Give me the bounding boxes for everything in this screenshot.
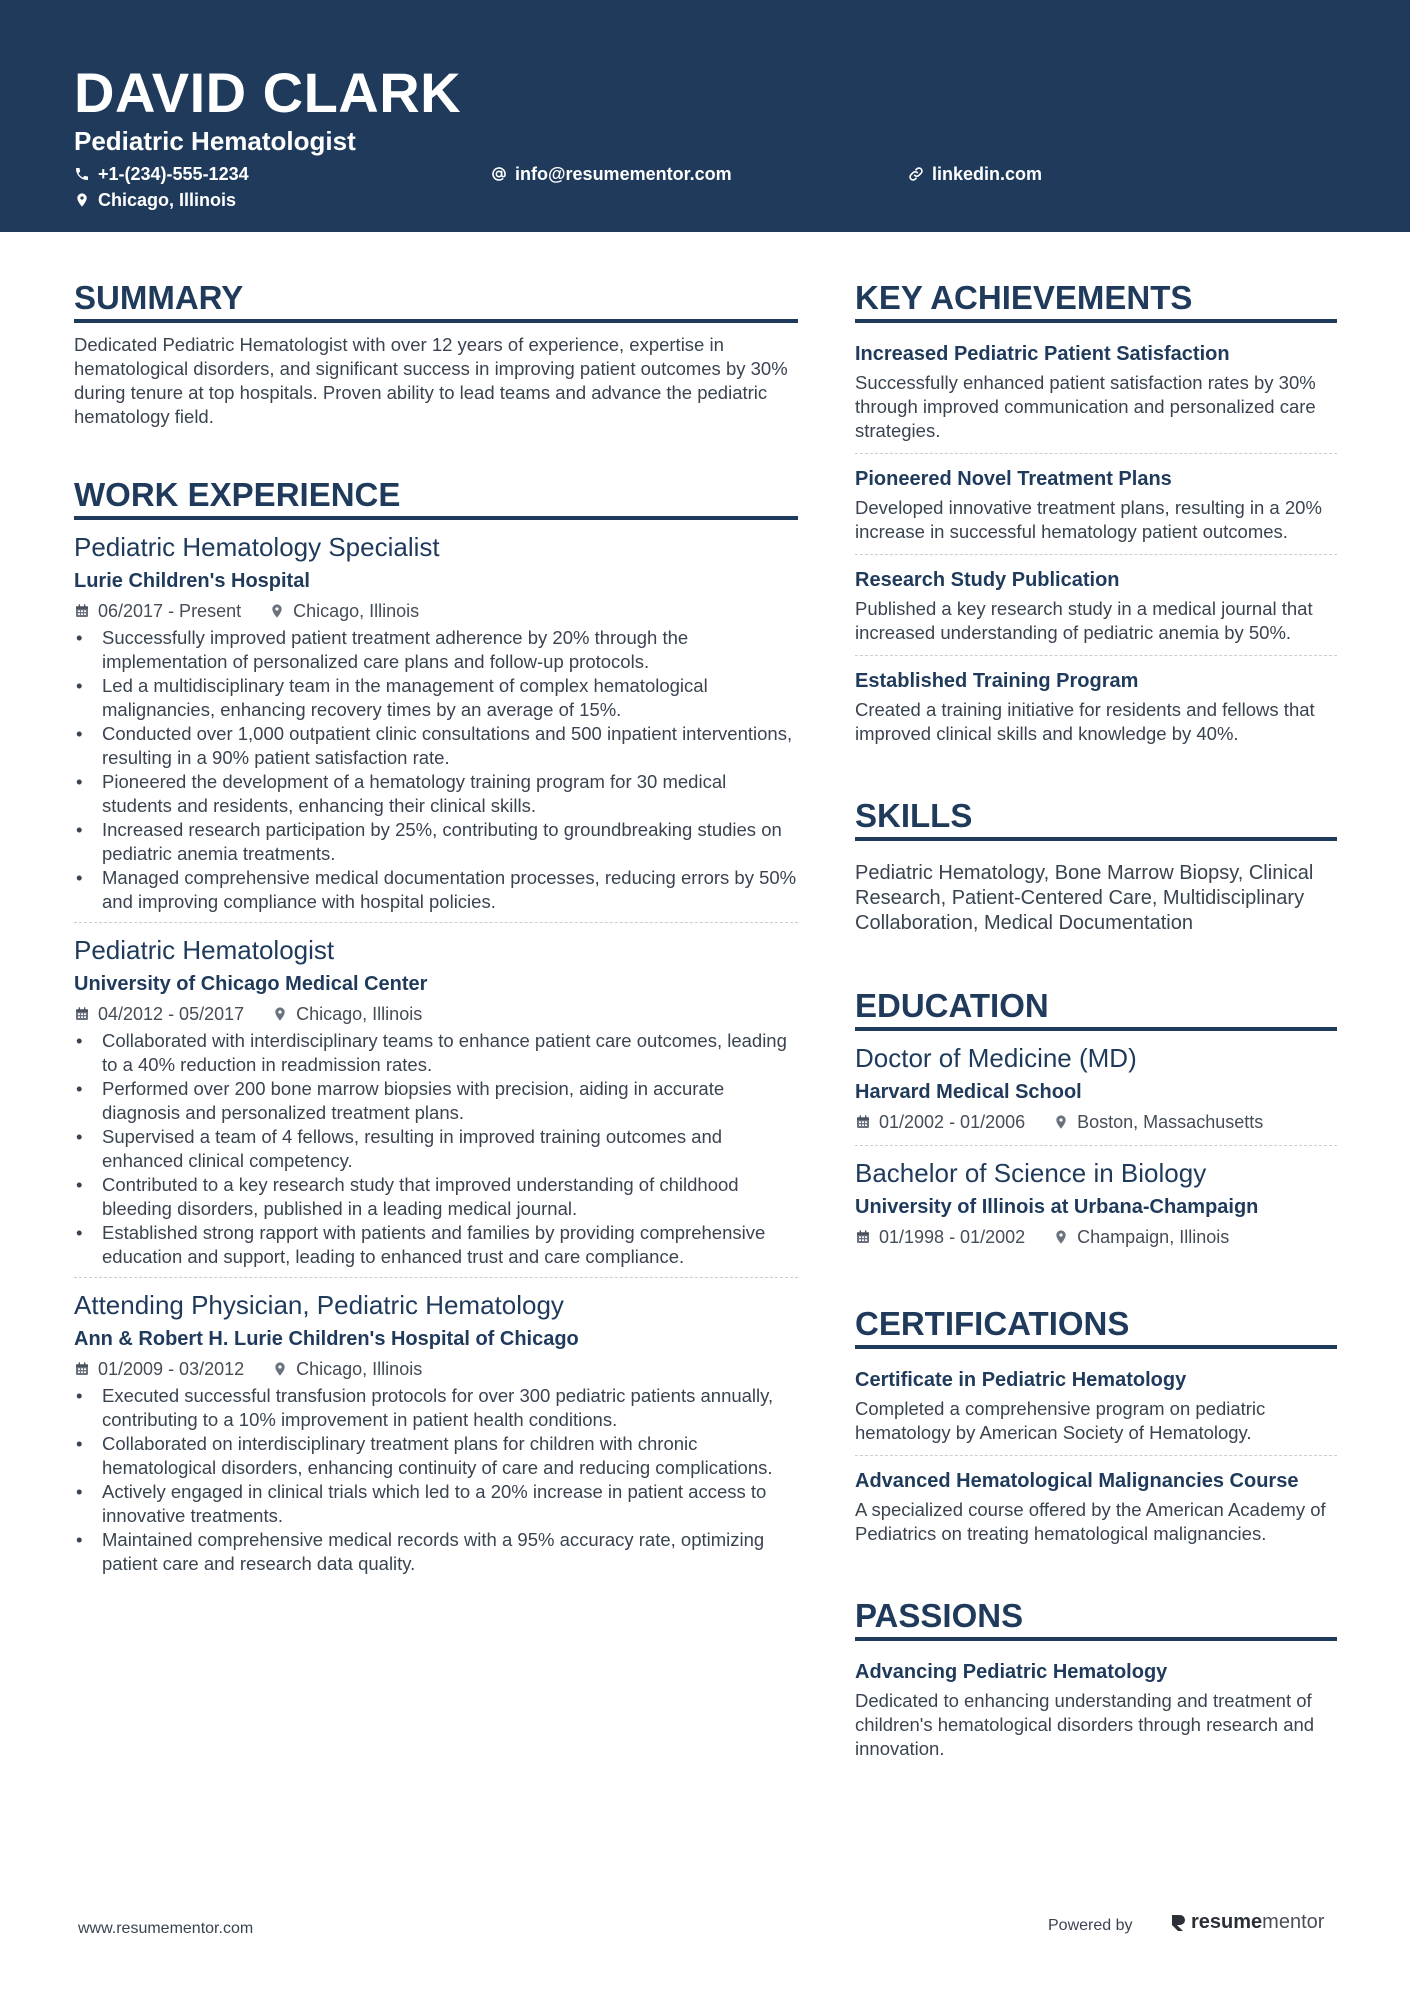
job-title: Pediatric Hematology Specialist [74, 532, 440, 562]
passion-item [855, 1651, 1337, 1771]
achievement-title: Increased Pediatric Patient Satisfaction [855, 343, 1230, 365]
job-bullet: • Increased research participation by 25%, contributing to groundbreaking studies on pediatric anemia treatments. [74, 818, 798, 866]
job-bullet: • Performed over 200 bone marrow biopsies with precision, aiding in accurate diagnosis and personalized treatment plans. [74, 1077, 798, 1125]
achievements-section [855, 278, 1337, 756]
experience-heading: WORK EXPERIENCE [74, 475, 798, 520]
calendar-icon [74, 1361, 90, 1377]
experience-section [74, 475, 798, 1584]
education-dates: 01/1998 - 01/2002 [879, 1227, 1026, 1247]
education-degree: Bachelor of Science in Biology [855, 1158, 1207, 1188]
job-bullet: • Actively engaged in clinical trials which led to a 20% increase in patient access to innovative treatments. [74, 1480, 798, 1528]
skills-text: Pediatric Hematology, Bone Marrow Biopsy, Clinical Research, Patient-Centered Care, Multidisciplinary Collaboration, Medical Documentation [855, 862, 1314, 934]
job-bullet: • Contributed to a key research study that improved understanding of childhood bleeding disorders, published in a leading medical journal. [74, 1173, 798, 1221]
passion-text: Dedicated to enhancing understanding and treatment of children's hematological disorders through research and innovation. [855, 1690, 1315, 1759]
education-location: Boston, Massachusetts [1077, 1112, 1264, 1132]
education-item [855, 1041, 1337, 1145]
footer-logo[interactable] [1170, 1911, 1324, 1934]
calendar-icon [74, 603, 90, 619]
job-meta [74, 1001, 798, 1027]
certification-text: Completed a comprehensive program on pediatric hematology by American Society of Hematology. [855, 1398, 1266, 1443]
location-pin-icon [272, 1006, 288, 1022]
achievement-item [855, 333, 1337, 453]
achievement-text: Successfully enhanced patient satisfaction rates by 30% through improved communication and personalized care strategies. [855, 372, 1316, 441]
calendar-icon [855, 1114, 871, 1130]
summary-heading: SUMMARY [74, 278, 798, 323]
certifications-section [855, 1304, 1337, 1556]
job-location: Chicago, Illinois [296, 1004, 423, 1024]
calendar-icon [855, 1229, 871, 1245]
education-location: Champaign, Illinois [1077, 1227, 1230, 1247]
location-pin-icon [74, 192, 90, 208]
link-icon [908, 166, 924, 182]
certifications-heading: CERTIFICATIONS [855, 1304, 1337, 1349]
education-heading: EDUCATION [855, 986, 1337, 1031]
contact-location [74, 188, 236, 212]
contact-linkedin[interactable] [908, 162, 1042, 186]
job-bullet: • Managed comprehensive medical documentation processes, reducing errors by 50% and improving compliance with hospital policies. [74, 866, 798, 914]
job-bullet: • Supervised a team of 4 fellows, resulting in improved training outcomes and enhanced clinical competency. [74, 1125, 798, 1173]
job-bullet: • Collaborated on interdisciplinary treatment plans for children with chronic hematological disorders, enhancing continuity of care and reducing complications. [74, 1432, 798, 1480]
job-company: University of Chicago Medical Center [74, 973, 428, 995]
linkedin-text: linkedin.com [932, 164, 1043, 184]
education-item [855, 1145, 1337, 1260]
passion-title: Advancing Pediatric Hematology [855, 1661, 1168, 1683]
phone-text: +1-(234)-555-1234 [98, 164, 249, 184]
location-text: Chicago, Illinois [98, 190, 237, 210]
job-location: Chicago, Illinois [293, 601, 420, 621]
contact-phone[interactable] [74, 162, 249, 186]
footer-logo-bold: resume [1191, 1911, 1263, 1933]
achievement-item [855, 453, 1337, 554]
summary-section [74, 278, 798, 429]
job-bullet: • Conducted over 1,000 outpatient clinic consultations and 500 inpatient interventions, resulting in a 90% patient satisfaction rate. [74, 722, 798, 770]
achievements-heading: KEY ACHIEVEMENTS [855, 278, 1337, 323]
location-pin-icon [1053, 1229, 1069, 1245]
job-company: Lurie Children's Hospital [74, 570, 310, 592]
certification-title: Certificate in Pediatric Hematology [855, 1369, 1187, 1391]
candidate-role: Pediatric Hematologist [74, 126, 356, 156]
phone-icon [74, 166, 90, 182]
job-dates: 06/2017 - Present [98, 601, 242, 621]
left-column [74, 278, 798, 1630]
calendar-icon [74, 1006, 90, 1022]
education-dates: 01/2002 - 01/2006 [879, 1112, 1026, 1132]
job-bullets [74, 1029, 798, 1269]
at-icon [491, 166, 507, 182]
achievement-title: Pioneered Novel Treatment Plans [855, 468, 1172, 490]
footer-website[interactable]: www.resumementor.com [78, 1920, 254, 1937]
certification-item [855, 1455, 1337, 1556]
footer-logo-light: mentor [1262, 1911, 1325, 1933]
education-meta [855, 1224, 1337, 1250]
job-bullet: • Maintained comprehensive medical records with a 95% accuracy rate, optimizing patient care and research data quality. [74, 1528, 798, 1576]
job-bullet: • Executed successful transfusion protocols for over 300 pediatric patients annually, contributing to a 10% improvement in patient health conditions. [74, 1384, 798, 1432]
achievement-text: Created a training initiative for residents and fellows that improved clinical skills and knowledge by 40%. [855, 699, 1315, 744]
header-banner [0, 0, 1410, 232]
education-school: Harvard Medical School [855, 1081, 1082, 1103]
job-bullet: • Successfully improved patient treatment adherence by 20% through the implementation of personalized care plans and follow-up protocols. [74, 626, 798, 674]
job-bullets [74, 1384, 798, 1576]
job-bullets [74, 626, 798, 914]
job-title: Pediatric Hematologist [74, 935, 335, 965]
achievement-text: Developed innovative treatment plans, resulting in a 20% increase in successful hematology patient outcomes. [855, 497, 1322, 542]
location-pin-icon [1053, 1114, 1069, 1130]
skills-section [855, 796, 1337, 936]
candidate-name: DAVID CLARK [74, 61, 462, 124]
location-pin-icon [272, 1361, 288, 1377]
job-meta [74, 598, 798, 624]
job-meta [74, 1356, 798, 1382]
footer-powered-by: Powered by [1048, 1917, 1133, 1934]
job-entry [74, 922, 798, 1277]
achievement-title: Research Study Publication [855, 569, 1120, 591]
education-degree: Doctor of Medicine (MD) [855, 1043, 1137, 1073]
education-section [855, 986, 1337, 1260]
achievement-item [855, 554, 1337, 655]
education-school: University of Illinois at Urbana-Champaign [855, 1196, 1259, 1218]
resumementor-logo-icon [1170, 1913, 1186, 1933]
achievement-item [855, 655, 1337, 756]
job-entry [74, 530, 798, 922]
job-bullet: • Collaborated with interdisciplinary teams to enhance patient care outcomes, leading to a 40% reduction in readmission rates. [74, 1029, 798, 1077]
education-meta [855, 1109, 1337, 1135]
job-bullet: • Established strong rapport with patients and families by providing comprehensive education and support, leading to enhanced trust and care compliance. [74, 1221, 798, 1269]
contact-email[interactable] [491, 162, 732, 186]
job-dates: 04/2012 - 05/2017 [98, 1004, 245, 1024]
job-entry [74, 1277, 798, 1584]
certification-item [855, 1359, 1337, 1455]
job-dates: 01/2009 - 03/2012 [98, 1359, 245, 1379]
job-location: Chicago, Illinois [296, 1359, 423, 1379]
summary-text: Dedicated Pediatric Hematologist with over 12 years of experience, expertise in hematological disorders, and significant success in improving patient outcomes by 30% during tenure at top hospitals. Proven ability to lead teams and advance the pediatric hematology field. [74, 334, 788, 427]
achievement-title: Established Training Program [855, 670, 1139, 692]
job-company: Ann & Robert H. Lurie Children's Hospital of Chicago [74, 1328, 579, 1350]
email-text: info@resumementor.com [515, 164, 732, 184]
job-title: Attending Physician, Pediatric Hematology [74, 1290, 564, 1320]
job-bullet: • Led a multidisciplinary team in the management of complex hematological malignancies, enhancing recovery times by an average of 15%. [74, 674, 798, 722]
achievement-text: Published a key research study in a medical journal that increased understanding of pediatric anemia by 50%. [855, 598, 1313, 643]
job-bullet: • Pioneered the development of a hematology training program for 30 medical students and residents, enhancing their clinical skills. [74, 770, 798, 818]
location-pin-icon [269, 603, 285, 619]
certification-title: Advanced Hematological Malignancies Course [855, 1470, 1299, 1492]
certification-text: A specialized course offered by the American Academy of Pediatrics on treating hematological malignancies. [855, 1499, 1326, 1544]
passions-heading: PASSIONS [855, 1596, 1337, 1641]
passions-section [855, 1596, 1337, 1771]
skills-heading: SKILLS [855, 796, 1337, 841]
right-column [855, 278, 1337, 1817]
